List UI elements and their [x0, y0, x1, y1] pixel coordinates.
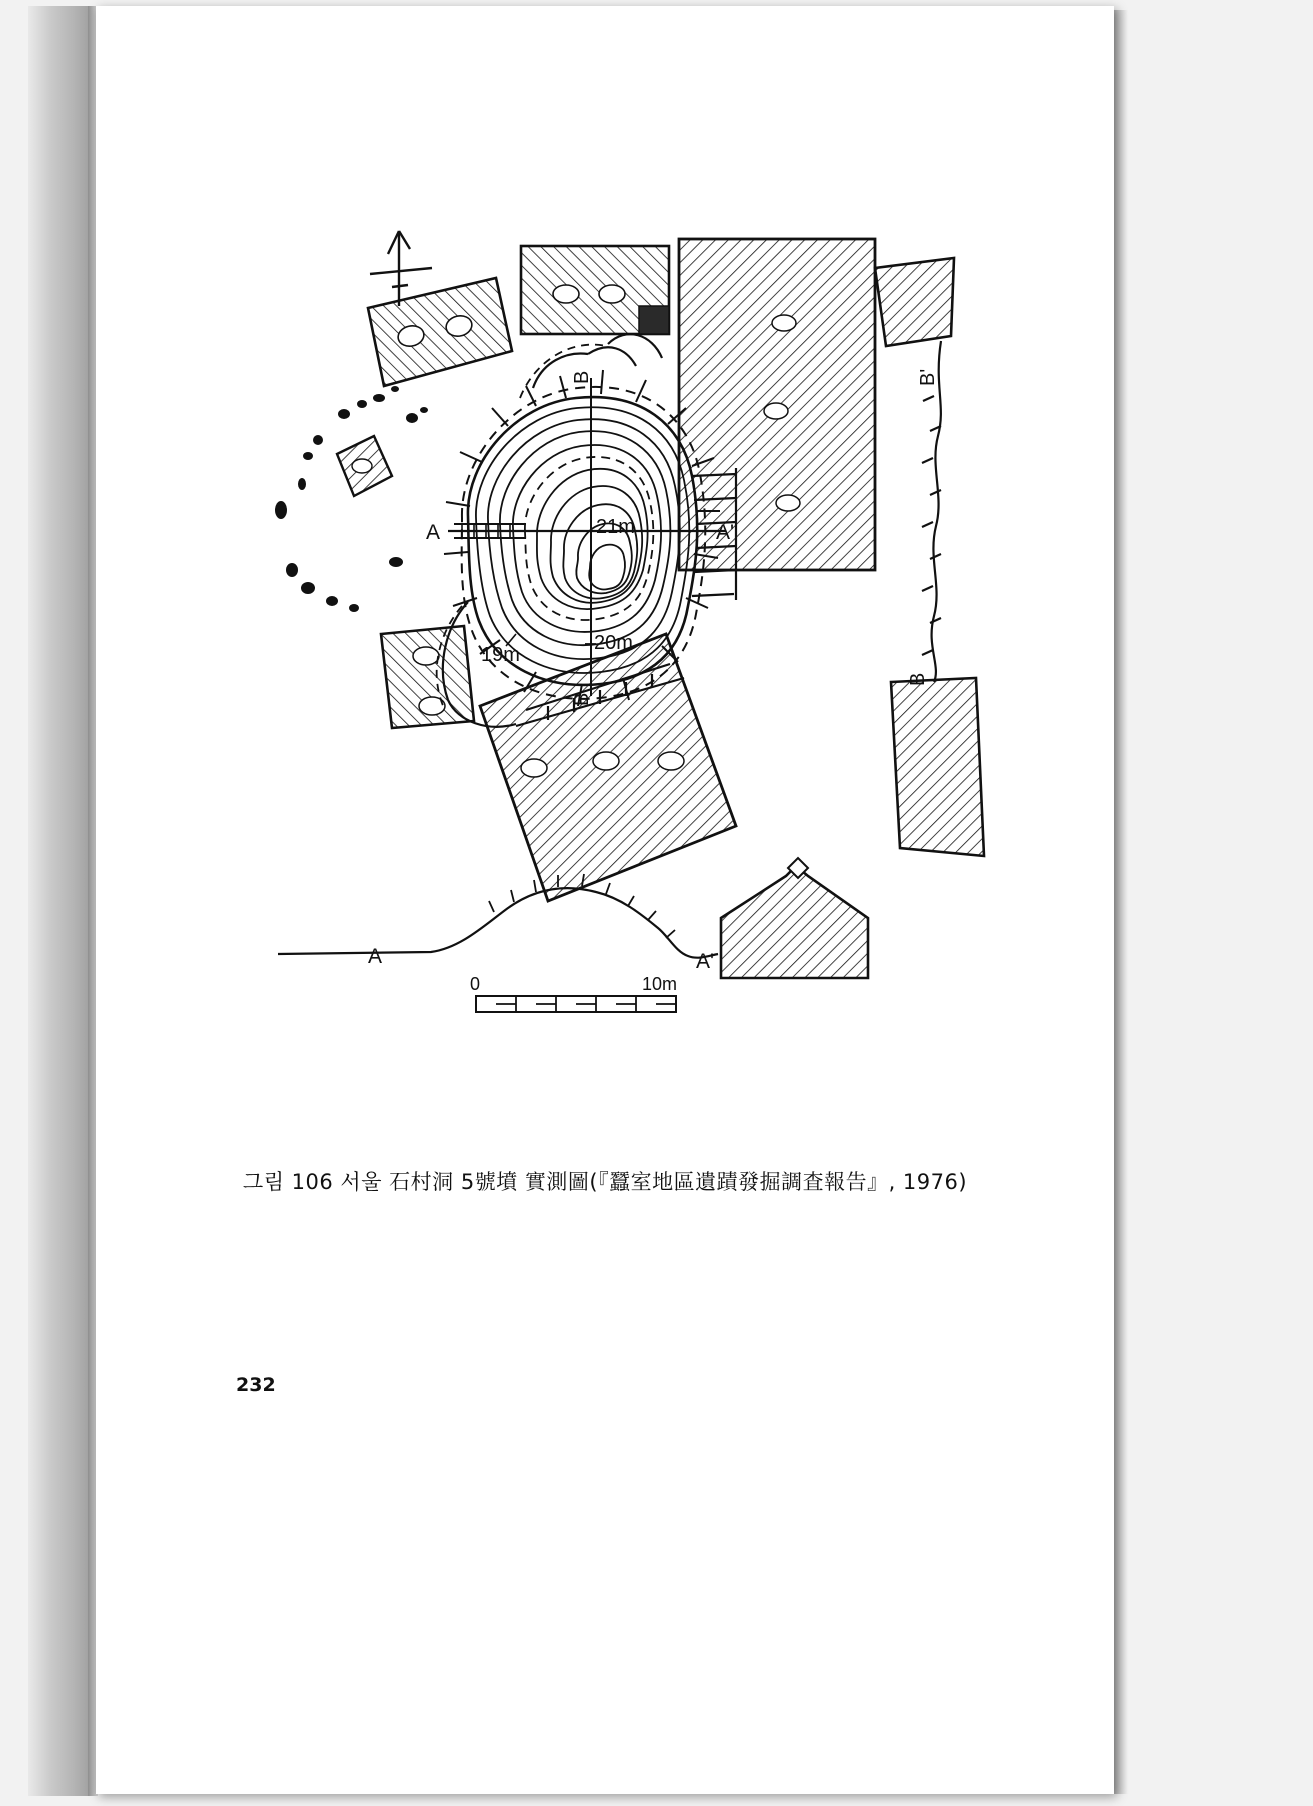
label-contour-20m: 20m [594, 632, 633, 654]
label-section-b-bottom: B [571, 692, 593, 706]
stone-block-small-diamond [337, 436, 392, 496]
label-section-a-right: A' [716, 521, 735, 544]
scale-bar [470, 974, 677, 1012]
label-section-b-right: B [907, 672, 929, 686]
section-line-b-right [922, 341, 941, 682]
excavation-plan-drawing [96, 6, 1114, 1206]
label-scale-end: 10m [642, 974, 678, 994]
book-page [96, 6, 1114, 1794]
label-profile-a-right: A' [696, 950, 715, 973]
label-section-b-top: B [571, 370, 593, 384]
page-right-shadow [1114, 10, 1128, 1794]
stone-block-far-se [891, 678, 984, 856]
label-section-b-prime-right: B' [917, 368, 939, 386]
stone-block-north [521, 246, 669, 334]
stone-block-sw [381, 626, 474, 728]
label-scale-start: 0 [470, 974, 481, 994]
stone-block-east-large [679, 239, 875, 570]
figure-106 [96, 6, 1114, 1206]
page-number: 232 [236, 1374, 276, 1396]
stone-block-bottom-right [721, 858, 868, 978]
figure-caption: 그림 106 서울 石村洞 5號墳 實測圖(『蠶室地區遺蹟發掘調査報告』, 1976) [242, 1170, 968, 1194]
cross-section-profile [278, 874, 718, 958]
stone-block-south-large [480, 634, 736, 901]
label-profile-a-left: A [368, 945, 383, 968]
label-section-a-left: A [426, 521, 441, 544]
stone-block-far-ne [875, 258, 954, 346]
stone-block-nw [368, 278, 512, 386]
label-contour-19m: 19m [481, 644, 520, 666]
book-spine [28, 6, 94, 1796]
label-contour-21m: 21m [596, 516, 635, 538]
